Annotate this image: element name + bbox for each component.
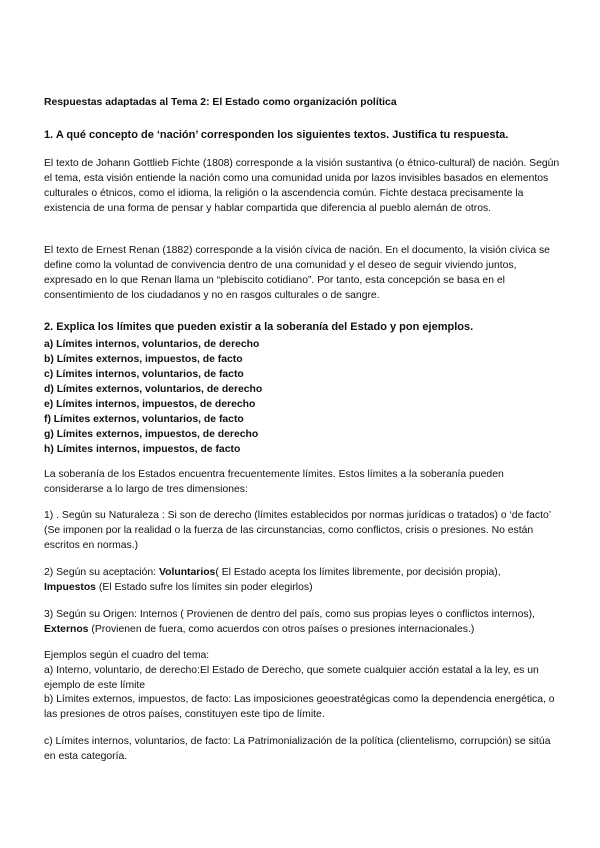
option-e: e) Límites internos, impuestos, de derecho [44, 399, 256, 410]
dimension-origin: 3) Según su Origen: Internos ( Provienen de dentro del país, como sus propias leyes o conflictos internos), Externos (Provienen de fuera, como acuerdos con otros países o presiones internacionales.) [44, 609, 535, 635]
voluntarios-term: Voluntarios [158, 567, 216, 578]
example-c: c) Límites internos, voluntarios, de facto: La Patrimonialización de la política (clientelismo, corrupción) se sitúa en esta categoría. [44, 736, 551, 762]
dimension-nature: 1) . Según su Naturaleza : Si son de derecho (límites establecidos por normas jurídicas o tratados) o ‘de facto’ (Se imponen por la realidad o la fuerza de las circunstancias, como conflictos, crisis o presiones. No están escritos en normas.) [44, 510, 551, 551]
limits-options-list [44, 337, 564, 457]
q1-paragraph-fichte: El texto de Johann Gottlieb Fichte (1808) corresponde a la visión sustantiva (o étnico-cultural) de nación. Según el tema, esta visión entiende la nación como una comunidad unida por lazos invisibles basados en elementos culturales o étnicos, como el idioma, la religión o la ascendencia común. Fichte destaca precisamente la existencia de una forma de pensar y hablar compartida que diferencia al pueblo alemán de otros. [44, 158, 560, 214]
document-title: Respuestas adaptadas al Tema 2: El Estado como organización política [44, 97, 397, 108]
impuestos-term: Impuestos [44, 582, 96, 593]
question-2-heading: 2. Explica los límites que pueden existir a la soberanía del Estado y pon ejemplos. [44, 321, 474, 333]
dimension-acceptance: 2) Según su aceptación: Voluntarios( El Estado acepta los límites libremente, por decisión propia), Impuestos (El Estado sufre los límites sin poder elegirlos) [44, 567, 501, 593]
option-b: b) Límites externos, impuestos, de facto [44, 354, 243, 365]
option-h: h) Límites internos, impuestos, de facto [44, 444, 241, 455]
example-a: a) Interno, voluntario, de derecho:El Estado de Derecho, que somete cualquier acción estatal a la ley, es un ejemplo de este límite [44, 665, 539, 691]
option-c: c) Límites internos, voluntarios, de facto [44, 369, 244, 380]
examples-title: Ejemplos según el cuadro del tema: [44, 650, 210, 661]
option-a: a) Límites internos, voluntarios, de derecho [44, 339, 260, 350]
externos-term: Externos [44, 624, 89, 635]
example-b: b) Límites externos, impuestos, de facto: Las imposiciones geoestratégicas como la dependencia energética, o las presiones de otros países, constituyen este tipo de límite. [44, 694, 555, 720]
sovereignty-intro: La soberanía de los Estados encuentra frecuentemente límites. Estos límites a la soberanía pueden considerarse a lo largo de tres dimensiones: [44, 469, 504, 495]
question-1-heading: 1. A qué concepto de ‘nación’ corresponden los siguientes textos. Justifica tu respuesta. [44, 129, 509, 141]
option-g: g) Límites externos, impuestos, de derecho [44, 429, 259, 440]
option-f: f) Límites externos, voluntarios, de facto [44, 414, 244, 425]
q1-paragraph-renan: El texto de Ernest Renan (1882) corresponde a la visión cívica de nación. En el documento, la visión cívica se define como la voluntad de convivencia dentro de una comunidad y el deseo de seguir viviendo juntos, expresado en lo que Renan llama un “plebiscito cotidiano”. Por tanto, esta concepción se basa en el consentimiento de los ciudadanos y no en rasgos culturales o de sangre. [44, 245, 550, 301]
option-d: d) Límites externos, voluntarios, de derecho [44, 384, 263, 395]
